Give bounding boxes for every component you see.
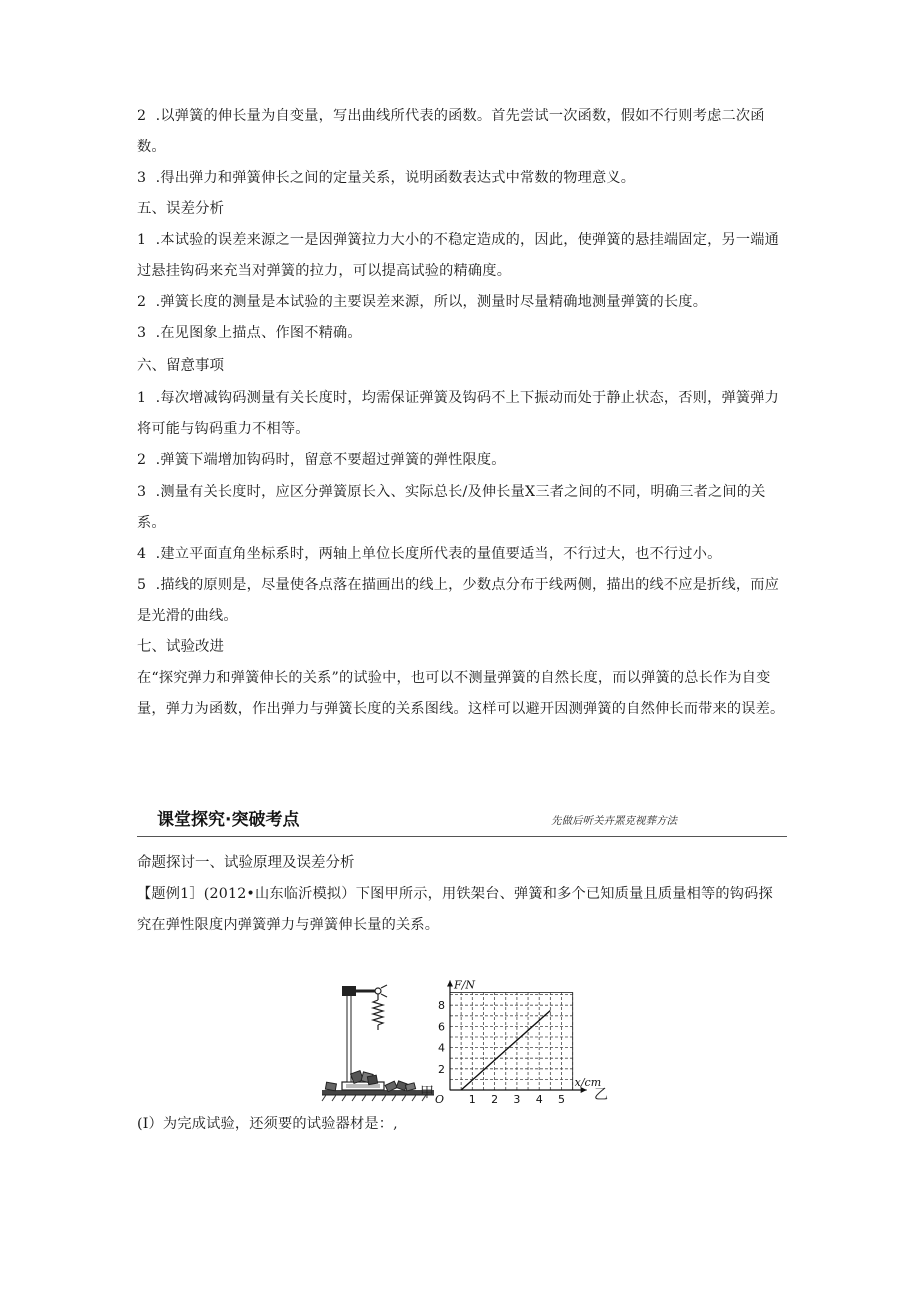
topic-heading: 命题探讨一、试验原理及误差分析 bbox=[137, 855, 355, 871]
paragraph-precaution-5: 5 .描线的原则是，尽量使各点落在描画出的线上，少数点分布于线两侧，描出的线不应是折线，而应是光滑的曲线。 bbox=[137, 577, 780, 624]
x-tick-label: 3 bbox=[513, 1093, 521, 1106]
heading-error-analysis: 五、误差分析 bbox=[137, 201, 224, 217]
y-axis-arrow bbox=[447, 980, 453, 986]
paragraph-step-2: 2 .以弹簧的伸长量为自变量，写出曲线所代表的函数。首先尝试一次函数，假如不行则考虑二次函数。 bbox=[137, 108, 765, 155]
heading-improvement: 七、试验改进 bbox=[137, 639, 224, 655]
experiment-figure bbox=[320, 948, 620, 1108]
grid-frame bbox=[450, 992, 573, 1090]
paragraph-improvement: 在“探究弹力和弹簧伸长的关系”的试验中，也可以不测量弹簧的自然长度，而以弹簧的总长作为自变量，弹力为函数，作出弹力与弹簧长度的关系图线。这样可以避开因测弹簧的自然伸长而带来的误差。 bbox=[137, 670, 785, 717]
figure-label-right: 乙 bbox=[594, 1087, 608, 1103]
x-tick-label: 1 bbox=[468, 1093, 476, 1106]
x-tick-label: 5 bbox=[558, 1093, 565, 1106]
paragraph-precaution-4: 4 .建立平面直角坐标系时，两轴上单位长度所代表的量值要适当，不行过大，也不行过小。 bbox=[137, 546, 722, 562]
paragraph-precaution-2: 2 .弹簧下端增加钩码时，留意不要超过弹簧的弹性限度。 bbox=[137, 452, 506, 468]
paragraph-precaution-1: 1 .每次增减钩码测量有关长度时，均需保证弹簧及钩码不上下振动而处于静止状态，否则，弹簧弹力将可能与钩码重力不相等。 bbox=[137, 390, 780, 437]
x-axis-label: x/cm bbox=[574, 1076, 602, 1089]
y-tick-label: 8 bbox=[438, 999, 445, 1013]
paragraph-error-1: 1 .本试验的误差来源之一是因弹簧拉力大小的不稳定造成的，因此，使弹簧的悬挂端固定，另一端通过悬挂钩码来充当对弹簧的拉力，可以提高试验的精确度。 bbox=[137, 232, 780, 279]
paragraph-error-3: 3 .在见图象上描点、作图不精确。 bbox=[137, 325, 362, 341]
section-banner-subtitle: 先做后听关卉罴克视葬方法 bbox=[551, 815, 677, 827]
y-tick-label: 2 bbox=[438, 1062, 445, 1076]
y-tick-label: 6 bbox=[438, 1020, 445, 1034]
question-text: (I）为完成试验，还须要的试验器材是：, bbox=[137, 1116, 398, 1132]
y-axis-label: F/N bbox=[454, 978, 475, 992]
section-banner-title: 课堂探究·突破考点 bbox=[157, 810, 300, 830]
x-tick-label: 2 bbox=[491, 1093, 499, 1106]
force-extension-chart bbox=[320, 948, 620, 1108]
section-banner bbox=[137, 808, 787, 837]
heading-precautions: 六、留意事项 bbox=[137, 358, 224, 374]
paragraph-precaution-3: 3 .测量有关长度时，应区分弹簧原长入、实际总长/及伸长量X三者之间的不同，明确三者之间的关系。 bbox=[137, 484, 766, 531]
y-tick-label: 4 bbox=[438, 1041, 445, 1055]
paragraph-step-3: 3 .得出弹力和弹簧伸长之间的定量关系，说明函数表达式中常数的物理意义。 bbox=[137, 170, 636, 186]
origin-label: O bbox=[434, 1093, 444, 1106]
figure-label-left: 甲 bbox=[420, 1085, 434, 1101]
paragraph-error-2: 2 .弹簧长度的测量是本试验的主要误差来源，所以，测量时尽量精确地测量弹簧的长度。 bbox=[137, 294, 708, 310]
example-paragraph: 【题例1］(2012•山东临沂模拟）下图甲所示，用铁架台、弹簧和多个已知质量且质量相等的钩码探究在弹性限度内弹簧弹力与弹簧伸长量的关系。 bbox=[137, 886, 773, 933]
x-tick-label: 4 bbox=[535, 1093, 543, 1106]
